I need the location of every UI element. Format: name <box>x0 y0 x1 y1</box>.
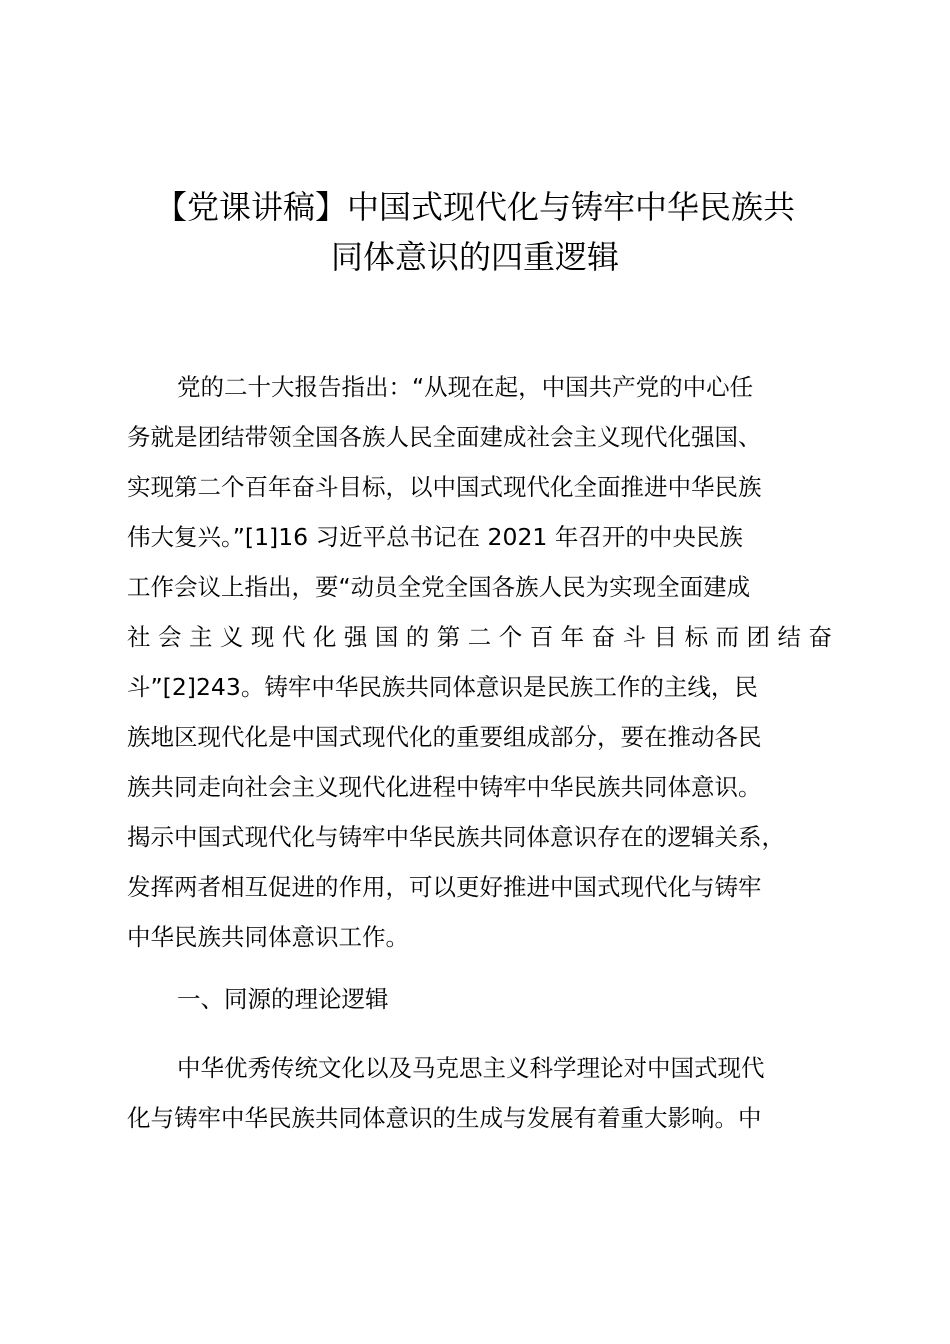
paragraph-line: 伟大复兴。”[1]16 习近平总书记在 2021 年召开的中央民族 <box>127 523 743 551</box>
section-heading-1 <box>127 974 867 1024</box>
paragraph-line: 务就是团结带领全国各族人民全面建成社会主义现代化强国、 <box>127 423 762 451</box>
paragraph-line: 发挥两者相互促进的作用，可以更好推进中国式现代化与铸牢 <box>127 873 762 901</box>
paragraph-line: 揭示中国式现代化与铸牢中华民族共同体意识存在的逻辑关系， <box>127 823 785 851</box>
document-title <box>110 182 840 282</box>
paragraph-line: 社会主义现代化强国的第二个百年奋斗目标而团结奋 <box>127 623 832 651</box>
section-heading-text: 一、同源的理论逻辑 <box>177 985 389 1013</box>
paragraph-line: 工作会议上指出，要“动员全党全国各族人民为实现全面建成 <box>127 573 751 601</box>
paragraph-line: 族地区现代化是中国式现代化的重要组成部分，要在推动各民 <box>127 723 762 751</box>
paragraph-line: 中华民族共同体意识工作。 <box>127 923 409 951</box>
paragraph-line: 族共同走向社会主义现代化进程中铸牢中华民族共同体意识。 <box>127 773 762 801</box>
title-line-1: 【党课讲稿】中国式现代化与铸牢中华民族共 <box>154 188 795 226</box>
paragraph-2 <box>127 1043 867 1143</box>
paragraph-line: 实现第二个百年奋斗目标，以中国式现代化全面推进中华民族 <box>127 473 762 501</box>
paragraph-line: 党的二十大报告指出：“从现在起，中国共产党的中心任 <box>177 373 754 401</box>
paragraph-line: 斗”[2]243。铸牢中华民族共同体意识是民族工作的主线，民 <box>127 673 758 701</box>
title-line-2: 同体意识的四重逻辑 <box>330 238 619 276</box>
paragraph-line: 化与铸牢中华民族共同体意识的生成与发展有着重大影响。中 <box>127 1104 762 1132</box>
paragraph-line: 中华优秀传统文化以及马克思主义科学理论对中国式现代 <box>177 1054 765 1082</box>
paragraph-1 <box>127 362 867 962</box>
